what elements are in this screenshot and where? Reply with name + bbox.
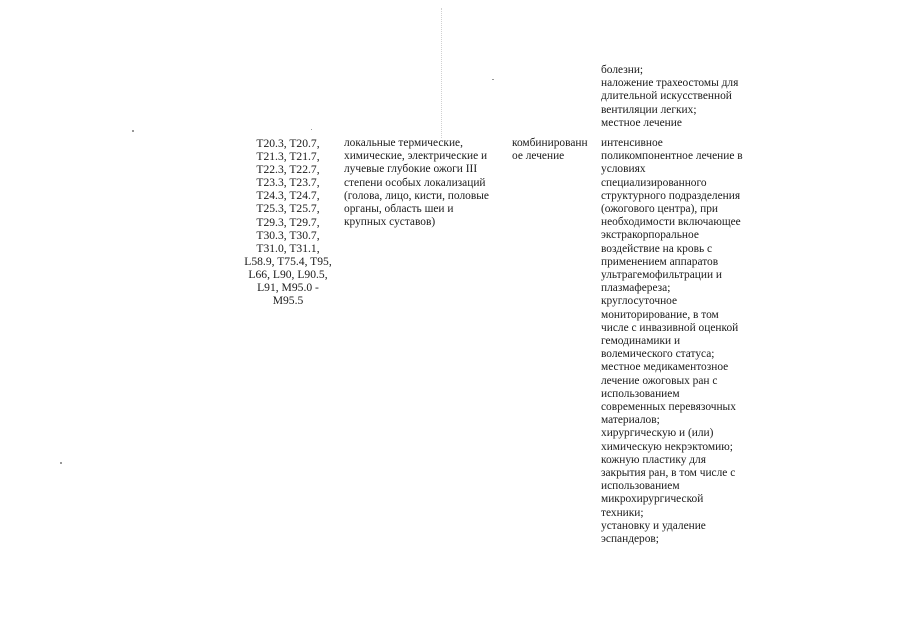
text-line: микрохирургической xyxy=(601,493,704,506)
text-line: болезни; xyxy=(601,64,644,76)
diagnosis-description-cell xyxy=(344,137,489,229)
previous-row-method-continuation xyxy=(601,64,738,130)
text-line: наложение трахеостомы для xyxy=(601,77,739,90)
text-line: химическую некрэктомию; xyxy=(601,440,733,453)
code-line: T30.3, T30.7, xyxy=(256,228,320,242)
text-line: воздействие на кровь с xyxy=(601,242,713,255)
text-line: плазмафереза; xyxy=(601,282,671,295)
code-line: T29.3, T29.7, xyxy=(256,215,320,229)
text-line: кожную пластику для xyxy=(601,453,706,466)
code-line: T23.3, T23.7, xyxy=(256,176,320,190)
treatment-method-cell xyxy=(601,137,743,546)
code-line: T22.3, T22.7, xyxy=(256,163,320,177)
text-line: (ожогового центра), при xyxy=(601,203,718,216)
text-line: закрытия ран, в том числе с xyxy=(601,467,736,480)
text-line: эспандеров; xyxy=(601,533,659,546)
code-line: T21.3, T21.7, xyxy=(256,150,320,164)
text-line: техники; xyxy=(601,506,644,519)
text-line: ое лечение xyxy=(512,150,565,163)
text-line: лучевые глубокие ожоги III xyxy=(344,163,478,176)
scan-speck xyxy=(311,129,312,130)
text-line: гемодинамики и xyxy=(601,335,681,348)
text-line: применением аппаратов xyxy=(601,255,719,268)
code-line: M95.5 xyxy=(272,294,304,308)
code-line: T20.3, T20.7, xyxy=(256,137,320,150)
text-line: структурного подразделения xyxy=(601,189,741,202)
code-line: L58.9, T75.4, T95, xyxy=(244,254,332,268)
text-line: химические, электрические и xyxy=(344,150,488,163)
text-line: комбинированн xyxy=(512,137,588,149)
text-line: круглосуточное xyxy=(601,295,678,308)
text-line: местное медикаментозное xyxy=(601,361,729,374)
code-line: L66, L90, L90.5, xyxy=(248,267,328,281)
text-line: хирургическую и (или) xyxy=(601,427,714,440)
text-line: числе с инвазивной оценкой xyxy=(601,321,739,334)
text-line: условиях xyxy=(601,163,646,176)
text-line: экстракорпоральное xyxy=(601,229,699,242)
text-line: (голова, лицо, кисти, половые xyxy=(344,189,489,202)
text-line: специализированного xyxy=(601,176,707,189)
text-line: вентиляции легких; xyxy=(601,103,697,116)
text-line: необходимости включающее xyxy=(601,216,741,229)
scan-speck xyxy=(492,79,494,80)
text-line: материалов; xyxy=(601,414,660,427)
text-line: лечение ожоговых ран с xyxy=(601,374,718,387)
scan-artifact-line xyxy=(441,8,442,138)
text-line: установку и удаление xyxy=(601,519,706,532)
text-line: использованием xyxy=(601,480,680,493)
icd-codes-cell xyxy=(232,137,344,307)
code-line: L91, M95.0 - xyxy=(257,281,319,295)
text-line: мониторирование, в том xyxy=(601,308,719,321)
text-line: поликомпонентное лечение в xyxy=(601,150,743,163)
text-line: длительной искусственной xyxy=(601,90,732,103)
text-line: органы, область шеи и xyxy=(344,203,454,216)
text-line: современных перевязочных xyxy=(601,401,736,414)
code-line: T31.0, T31.1, xyxy=(256,241,320,255)
text-line: волемического статуса; xyxy=(601,348,715,361)
text-line: ультрагемофильтрации и xyxy=(601,269,723,282)
text-line: местное лечение xyxy=(601,116,682,129)
text-line: крупных суставов) xyxy=(344,216,436,229)
text-line: степени особых локализаций xyxy=(344,176,486,189)
scan-speck xyxy=(132,130,134,132)
text-line: локальные термические, xyxy=(344,137,463,149)
scan-speck xyxy=(60,462,62,464)
treatment-type-cell xyxy=(512,137,588,163)
code-line: T25.3, T25.7, xyxy=(256,202,320,216)
text-line: использованием xyxy=(601,387,680,400)
text-line: интенсивное xyxy=(601,137,663,149)
code-line: T24.3, T24.7, xyxy=(256,189,320,203)
